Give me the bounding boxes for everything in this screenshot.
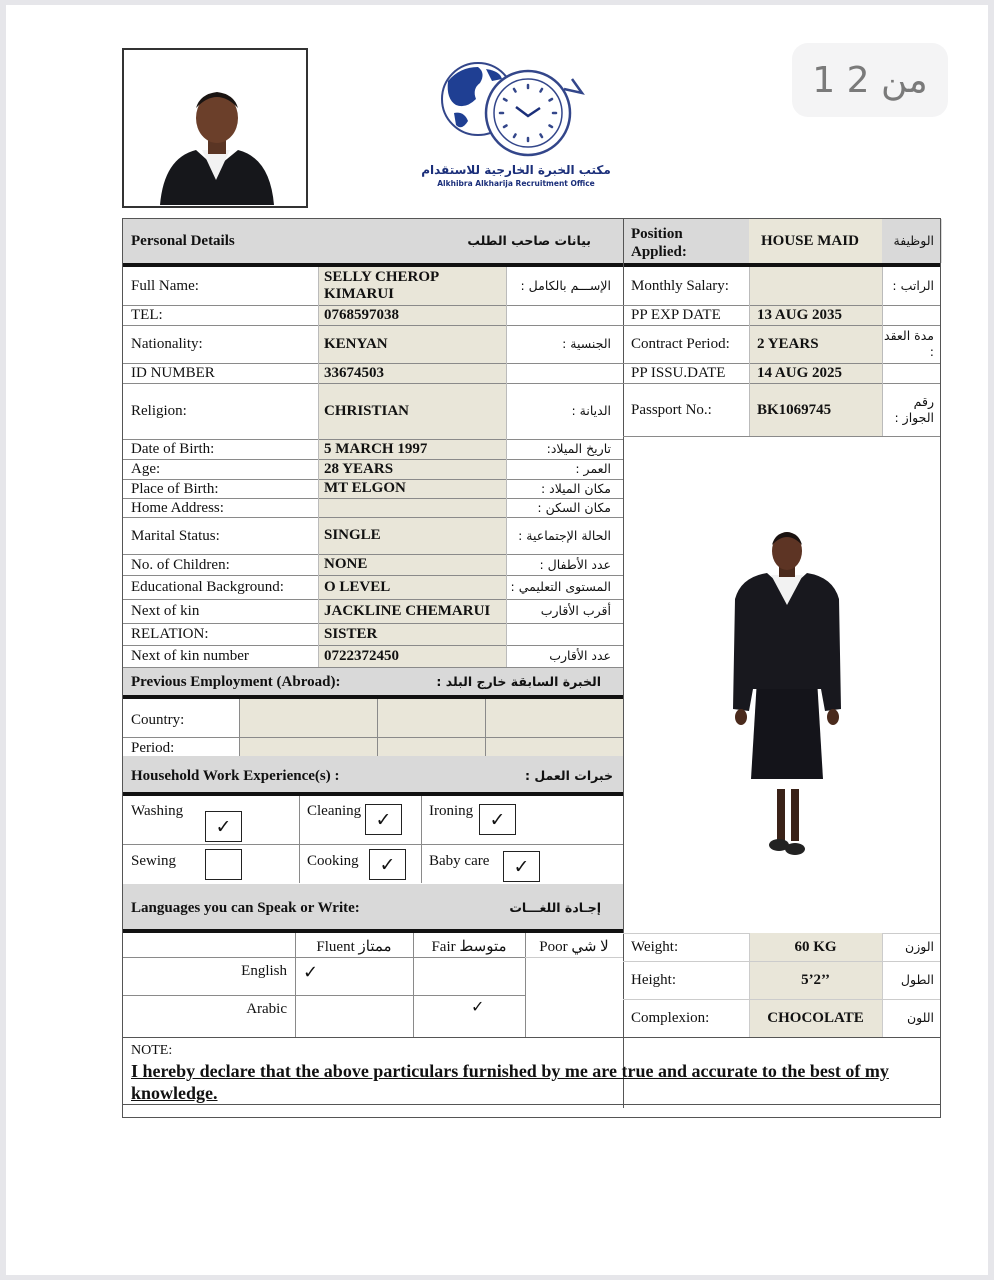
field-label-ar: تاريخ الميلاد: [546,441,611,456]
lang-row-line-2 [123,995,525,996]
field-value: KENYAN [324,335,388,352]
skill-checkbox[interactable] [205,849,242,880]
field-label: Home Address: [131,499,224,516]
physical-value: 60 KG [794,939,837,955]
personal-details-title: Personal Details [131,233,235,249]
check-icon: ✓ [375,808,392,831]
lang-row-line-1 [123,957,525,958]
skill-row-line [123,844,623,845]
field-value: 0722372450 [324,647,399,664]
note-bottom-line [123,1104,940,1105]
field-value: 33674503 [324,364,384,381]
column-divider [749,267,750,436]
physical-label-ar: اللون [906,1010,934,1025]
field-label: Religion: [131,403,187,419]
column-divider [882,267,883,436]
field-label: Full Name: [131,278,199,294]
field-label-ar: المستوى التعليمي : [510,579,611,594]
field-value: BK1069745 [757,401,832,418]
check-icon: ✓ [513,855,530,878]
language-arabic: Arabic [246,1001,287,1017]
column-divider [506,267,507,667]
declaration-text: I hereby declare that the above particulars furnished by me are true and accurate to the best of my knowledge. [131,1061,889,1103]
mid-divider [623,219,624,436]
field-label: Next of kin [131,603,200,619]
field-value: JACKLINE CHEMARUI [324,602,491,619]
field-value: 13 AUG 2035 [757,307,843,323]
skill-label: Ironing [429,803,474,819]
skill-label: Sewing [131,853,176,869]
english-fluent-check-icon: ✓ [303,962,319,983]
languages-title: Languages you can Speak or Write: [131,900,360,916]
lang-row-line-poor [525,957,623,958]
field-label: No. of Children: [131,556,230,573]
prev-employment-fields [239,699,623,756]
field-value: MT ELGON [324,480,406,496]
position-applied-ar: الوظيفة [893,233,934,248]
level-fair: Fair متوسط [431,939,507,955]
physical-value: 5’2’’ [801,972,830,988]
field-value: 2 YEARS [757,336,819,352]
skill-checkbox[interactable] [503,851,540,882]
full-body-photo [713,529,853,869]
field-label: TEL: [131,307,163,323]
field-label: Marital Status: [131,527,220,544]
field-label-ar [882,305,940,325]
skill-label: Baby care [429,853,490,869]
field-label-ar: الإســـم بالكامل : [520,278,611,293]
field-label-ar: العمر : [575,461,611,476]
field-label-ar: الراتب : [892,278,934,293]
period-label: Period: [131,740,175,756]
field-value: 0768597038 [324,306,399,323]
personal-details-title-ar: بيانات صاحب الطلب [467,233,591,248]
field-value: 14 AUG 2025 [757,365,843,381]
skill-label: Cleaning [307,803,362,819]
field-label-ar: الجنسية : [562,336,611,351]
field-label-ar: مدة العقد : [884,328,934,359]
field-label-ar [506,363,623,383]
field-value: NONE [324,556,368,572]
field-value: O LEVEL [324,578,391,595]
field-label-ar: عدد الأقارب [549,648,611,663]
prev-employment-title: Previous Employment (Abroad): [131,674,341,690]
column-divider [882,933,883,1037]
column-divider [749,933,750,1037]
field-label: ID NUMBER [131,365,215,381]
field-value: SISTER [324,625,378,642]
field-value: 5 MARCH 1997 [324,440,428,457]
skill-checkbox[interactable] [365,804,402,835]
field-label: Age: [131,461,161,477]
field-label: Next of kin number [131,648,249,664]
position-applied-value: HOUSE MAID [761,233,859,249]
field-label-ar: الحالة الإجتماعية : [518,527,611,543]
prev-row-line [123,737,623,738]
field-label-ar: عدد الأطفال : [539,556,611,572]
skill-label: Washing [131,803,184,819]
arabic-fair-check-icon: ✓ [471,997,485,1016]
field-label: PP EXP DATE [631,307,721,323]
check-icon: ✓ [379,853,396,876]
field-value: SELLY CHEROP KIMARUI [324,269,439,302]
field-value [751,267,757,305]
field-label: Contract Period: [631,336,730,352]
page-indicator: 1 من 2 [792,43,948,117]
field-label-ar [506,305,623,325]
note-label: NOTE: [131,1043,173,1058]
field-label-ar: الديانة : [571,403,611,418]
mid-divider-lower [623,436,624,1108]
physical-label: Height: [631,972,676,988]
prev-col-2 [377,699,378,756]
document-page [6,5,988,1275]
prev-employment-title-ar: الخبرة السابقة خارج البلد : [436,674,601,689]
physical-label: Weight: [631,939,679,955]
languages-divider [123,929,623,933]
field-label-ar: مكان الميلاد : [540,480,611,496]
field-label: PP ISSU.DATE [631,365,726,381]
field-value: SINGLE [324,527,381,543]
household-title: Household Work Experience(s) : [131,768,340,784]
note-top-line [123,1037,940,1038]
right-border [940,219,941,1104]
household-title-ar: خبرات العمل : [524,768,613,783]
logo-arabic-name: مكتب الخبرة الخارجية للاستقدام [421,163,611,177]
row-divider [623,436,940,437]
skill-checkbox[interactable] [205,811,242,842]
prev-col-3 [485,699,486,756]
headshot-photo [122,48,308,208]
skill-label: Cooking [307,853,359,869]
field-value [318,498,506,517]
field-value: CHRISTIAN [324,402,410,419]
field-label-ar: رقم الجواز : [894,393,934,425]
physical-label-ar: الوزن [905,939,934,954]
field-label: Date of Birth: [131,441,215,457]
field-label: Educational Background: [131,579,284,595]
field-label: RELATION: [131,626,209,642]
language-english: English [241,963,287,979]
check-icon: ✓ [215,815,232,838]
check-icon: ✓ [489,808,506,831]
field-label: Monthly Salary: [631,278,729,294]
skill-checkbox[interactable] [479,804,516,835]
field-label-ar: مكان السكن : [537,499,611,515]
level-poor: Poor لا شي [539,939,609,955]
field-label: Nationality: [131,336,203,352]
field-label-ar [882,363,940,383]
field-label-ar [506,623,623,645]
languages-title-ar: إجـادة اللغـــات [509,900,601,915]
country-label: Country: [131,712,185,728]
field-label-ar: أقرب الأقارب [540,603,611,618]
logo-english-name: Alkhibra Alkharija Recruitment Office [437,179,595,188]
prev-col-1 [239,699,240,756]
household-divider [123,792,623,796]
application-form [122,218,941,1118]
field-label: Passport No.: [631,401,712,418]
field-value: 28 YEARS [324,460,394,477]
column-divider [318,267,319,667]
level-fluent: Fluent ممتاز [316,939,392,955]
physical-value: CHOCOLATE [767,1010,864,1026]
physical-label-ar: الطول [900,972,934,987]
field-label: Place of Birth: [131,480,219,497]
physical-label: Complexion: [631,1010,710,1026]
position-applied-label: Position Applied: [631,226,687,260]
skill-checkbox[interactable] [369,849,406,880]
